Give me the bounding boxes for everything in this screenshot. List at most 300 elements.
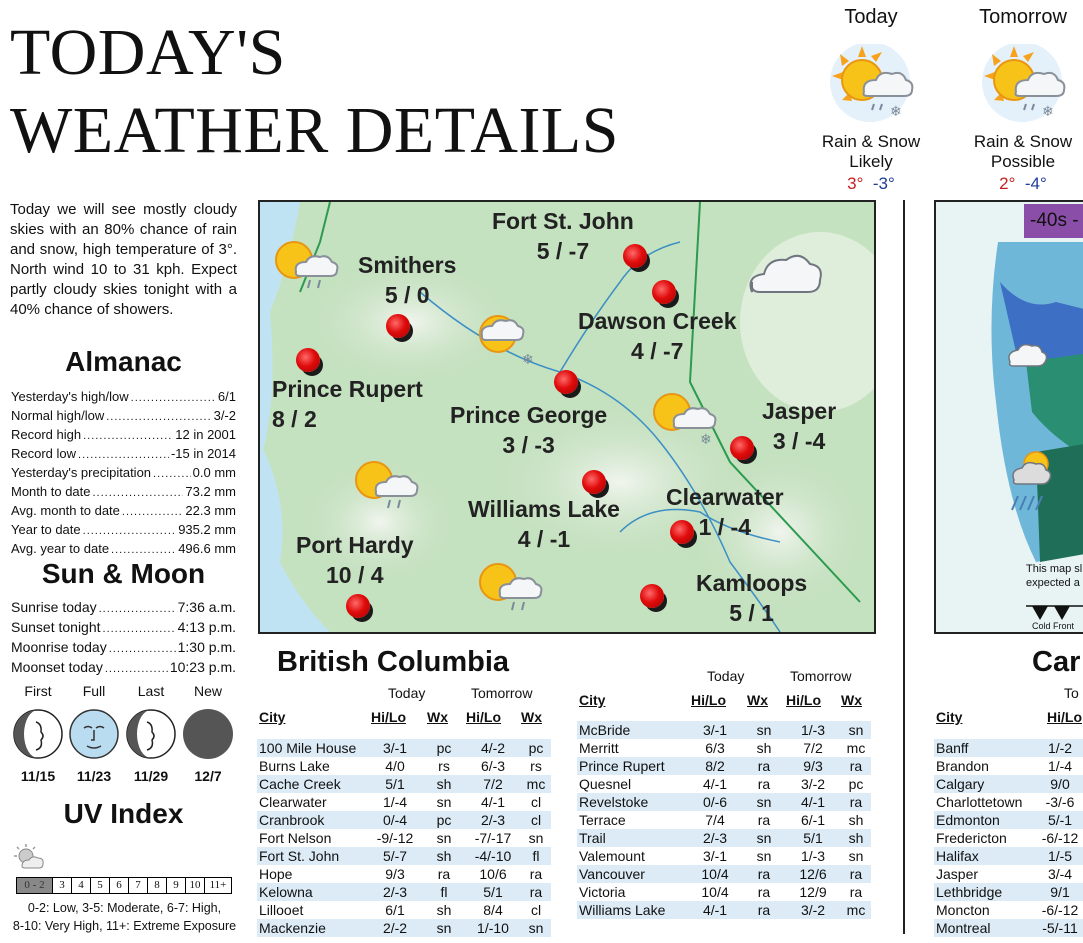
table-row bbox=[577, 847, 871, 865]
table-cell: ra bbox=[849, 758, 863, 774]
map-city-name: Kamloops bbox=[696, 570, 808, 596]
table-cell: mc bbox=[526, 776, 546, 792]
almanac-row bbox=[11, 464, 236, 483]
almanac-list bbox=[11, 388, 236, 559]
table-cell: 1/-2 bbox=[1047, 740, 1073, 756]
map-city-fort-st-john bbox=[492, 206, 634, 266]
table-cell: 5/-1 bbox=[1047, 812, 1073, 828]
table-row bbox=[577, 829, 871, 847]
table-row bbox=[934, 793, 1083, 811]
sun-moon-heading: Sun & Moon bbox=[41, 558, 206, 589]
table-cell: 4/-1 bbox=[800, 794, 826, 810]
sun-moon-row bbox=[11, 658, 236, 678]
almanac-label: Yesterday's precipitation bbox=[11, 465, 152, 480]
table-cell: 9/3 bbox=[385, 866, 405, 882]
sun-moon-value: 1:30 p.m. bbox=[177, 639, 236, 655]
bc-table-right bbox=[577, 721, 871, 919]
almanac-row bbox=[11, 540, 236, 559]
uv-legend bbox=[2, 899, 247, 935]
table-row bbox=[257, 865, 551, 883]
table-cell: sh bbox=[436, 776, 452, 792]
cold-front-legend: Cold Front bbox=[1032, 621, 1075, 631]
moon-phase-date: 12/7 bbox=[194, 768, 222, 784]
sun-moon-label: Sunset tonight bbox=[11, 619, 101, 635]
table-row bbox=[257, 793, 551, 811]
almanac-label: Year to date bbox=[11, 522, 81, 537]
table-cell-city: Brandon bbox=[936, 758, 989, 774]
table-cell: sn bbox=[528, 830, 544, 846]
table-cell: ra bbox=[529, 866, 543, 882]
table-row bbox=[577, 793, 871, 811]
canada-table bbox=[934, 739, 1083, 937]
almanac-value: 12 in 2001 bbox=[175, 427, 236, 442]
col-city: City bbox=[259, 709, 286, 725]
forecast-desc bbox=[806, 132, 936, 172]
table-cell-city: Mackenzie bbox=[259, 920, 326, 936]
moon-phase-label: Full bbox=[82, 683, 106, 699]
uv-scale-step: 10 bbox=[186, 878, 205, 893]
table-cell-city: Lillooet bbox=[259, 902, 304, 918]
canada-map-note-line1: This map sl bbox=[1026, 563, 1083, 575]
uv-legend-line1: 0-2: Low, 3-5: Moderate, 6-7: High, bbox=[27, 901, 222, 915]
map-city-dawson-creek bbox=[578, 306, 737, 366]
sun-moon-value: 10:23 p.m. bbox=[169, 659, 236, 675]
almanac-value: 6/1 bbox=[217, 389, 236, 404]
table-cell: 3/-1 bbox=[702, 848, 728, 864]
almanac-label: Record high bbox=[11, 427, 82, 442]
map-city-name: Fort St. John bbox=[492, 208, 634, 234]
cloud-icon bbox=[744, 248, 824, 304]
bc-table-heading: British Columbia bbox=[277, 646, 510, 678]
table-cell: ra bbox=[757, 758, 771, 774]
table-cell: sn bbox=[756, 794, 772, 810]
table-cell: cl bbox=[530, 812, 542, 828]
table-cell: ra bbox=[757, 884, 771, 900]
sun-moon-row bbox=[11, 638, 236, 658]
page-title-line1: TODAY'S bbox=[10, 16, 286, 89]
full-moon-icon bbox=[68, 708, 120, 760]
col-today: Today bbox=[707, 668, 745, 684]
col-tomorrow-hilo: Hi/Lo bbox=[466, 709, 501, 725]
almanac-row bbox=[11, 502, 236, 521]
table-cell-city: Revelstoke bbox=[579, 794, 649, 810]
table-row bbox=[257, 901, 551, 919]
sun-cloud-rain-icon bbox=[266, 232, 346, 292]
city-marker bbox=[652, 280, 676, 304]
table-cell: 6/-3 bbox=[480, 758, 506, 774]
table-cell: 10/4 bbox=[701, 866, 729, 882]
table-cell: 3/-1 bbox=[382, 740, 408, 756]
map-city-temps: 10 / 4 bbox=[326, 562, 384, 588]
city-marker bbox=[554, 370, 578, 394]
uv-scale-step: 7 bbox=[129, 878, 148, 893]
table-cell: mc bbox=[846, 740, 866, 756]
almanac-label: Avg. month to date bbox=[11, 503, 120, 518]
temperature-legend-chip: -40s - bbox=[1024, 204, 1083, 238]
city-marker bbox=[730, 436, 754, 460]
table-cell: 12/6 bbox=[799, 866, 827, 882]
map-city-prince-rupert bbox=[272, 374, 423, 434]
almanac-value: 73.2 mm bbox=[185, 484, 236, 499]
table-cell-city: Charlottetown bbox=[936, 794, 1023, 810]
almanac-value: 3/-2 bbox=[213, 408, 236, 423]
sun-moon-value: 4:13 p.m. bbox=[177, 619, 236, 635]
table-cell-city: Valemount bbox=[579, 848, 645, 864]
map-city-name: Jasper bbox=[762, 398, 837, 424]
table-cell: sn bbox=[848, 722, 864, 738]
table-cell: sh bbox=[848, 812, 864, 828]
sun-cloud-rain-snow-icon bbox=[820, 44, 920, 124]
col-today-hilo: Hi/Lo bbox=[371, 709, 406, 725]
table-row bbox=[934, 919, 1083, 937]
table-row bbox=[934, 883, 1083, 901]
map-city-name: Prince Rupert bbox=[272, 376, 423, 402]
table-cell: sh bbox=[436, 902, 452, 918]
forecast-day: Today bbox=[844, 6, 898, 28]
table-cell-city: Quesnel bbox=[579, 776, 632, 792]
table-row bbox=[934, 829, 1083, 847]
map-city-name: Smithers bbox=[358, 252, 457, 278]
table-cell: 7/2 bbox=[483, 776, 503, 792]
table-cell: 5/1 bbox=[483, 884, 503, 900]
table-cell: sh bbox=[436, 848, 452, 864]
table-cell: sn bbox=[848, 848, 864, 864]
table-cell-city: Vancouver bbox=[579, 866, 645, 882]
table-cell: pc bbox=[436, 812, 452, 828]
forecast-tomorrow bbox=[958, 6, 1083, 193]
table-cell: 3/-4 bbox=[1047, 866, 1073, 882]
page-title-line2: WEATHER DETAILS bbox=[10, 94, 619, 167]
table-cell: -6/-12 bbox=[1041, 830, 1079, 846]
table-cell: 6/1 bbox=[385, 902, 405, 918]
canada-map-note bbox=[1026, 562, 1082, 590]
forecast-temps bbox=[806, 174, 936, 194]
col-tomorrow-wx: Wx bbox=[521, 709, 542, 725]
map-city-smithers bbox=[358, 250, 456, 310]
sun-cloud-rain-icon bbox=[470, 554, 550, 614]
table-cell: fl bbox=[532, 848, 540, 864]
table-cell-city: Banff bbox=[936, 740, 969, 756]
col-tomorrow: Tomorrow bbox=[471, 685, 533, 701]
map-city-temps: 4 / -1 bbox=[517, 526, 571, 552]
table-cell: ra bbox=[757, 866, 771, 882]
canada-table-heading: Car bbox=[1032, 646, 1081, 678]
almanac-label: Record low bbox=[11, 446, 77, 461]
table-cell-city: Prince Rupert bbox=[579, 758, 665, 774]
table-cell: 5/1 bbox=[803, 830, 823, 846]
table-cell: 4/-1 bbox=[480, 794, 506, 810]
table-cell: -6/-12 bbox=[1041, 902, 1079, 918]
table-row bbox=[257, 775, 551, 793]
map-city-port-hardy bbox=[296, 530, 414, 590]
table-cell: sn bbox=[756, 830, 772, 846]
sun-cloud-snow-icon bbox=[644, 384, 724, 444]
city-marker bbox=[296, 348, 320, 372]
col-city: City bbox=[579, 692, 606, 708]
table-cell-city: Williams Lake bbox=[579, 902, 666, 918]
table-cell: 9/0 bbox=[1050, 776, 1070, 792]
table-cell: ra bbox=[529, 884, 543, 900]
col-today-hilo: Hi/Lo bbox=[1047, 709, 1082, 725]
table-cell-city: Fredericton bbox=[936, 830, 1007, 846]
table-cell-city: Fort St. John bbox=[259, 848, 340, 864]
table-cell: rs bbox=[438, 758, 450, 774]
almanac-value: 0.0 mm bbox=[192, 465, 236, 480]
table-cell: 3/-2 bbox=[800, 902, 826, 918]
table-cell: 4/-2 bbox=[480, 740, 506, 756]
table-row bbox=[577, 739, 871, 757]
uv-scale-step: 0 - 2 bbox=[17, 878, 53, 893]
sun-moon-label: Moonset today bbox=[11, 659, 103, 675]
column-divider bbox=[903, 200, 905, 934]
table-row bbox=[577, 757, 871, 775]
table-cell: ra bbox=[437, 866, 451, 882]
map-city-name: Port Hardy bbox=[296, 532, 414, 558]
almanac-row bbox=[11, 407, 236, 426]
forecast-desc-line2: Likely bbox=[849, 152, 893, 171]
map-city-name: Williams Lake bbox=[468, 496, 620, 522]
new-moon-icon bbox=[182, 708, 234, 760]
sun-moon-row bbox=[11, 618, 236, 638]
table-cell: -3/-6 bbox=[1045, 794, 1075, 810]
table-cell-city: Edmonton bbox=[936, 812, 1000, 828]
city-marker bbox=[640, 584, 664, 608]
almanac-value: 496.6 mm bbox=[178, 541, 236, 556]
table-cell: pc bbox=[528, 740, 544, 756]
table-cell: 1/-3 bbox=[800, 848, 826, 864]
moon-phase-date: 11/23 bbox=[76, 768, 112, 784]
table-cell-city: Calgary bbox=[936, 776, 985, 792]
table-cell: ra bbox=[849, 884, 863, 900]
almanac-heading: Almanac bbox=[65, 346, 182, 377]
table-cell-city: Trail bbox=[579, 830, 606, 846]
sun-moon-value: 7:36 a.m. bbox=[177, 599, 236, 615]
table-row bbox=[257, 757, 551, 775]
table-cell: 10/6 bbox=[479, 866, 507, 882]
table-cell: 2/-3 bbox=[480, 812, 506, 828]
table-row bbox=[257, 811, 551, 829]
table-cell-city: Clearwater bbox=[259, 794, 327, 810]
table-cell: pc bbox=[436, 740, 452, 756]
almanac-value: 22.3 mm bbox=[185, 503, 236, 518]
bc-table-left bbox=[257, 739, 551, 937]
table-cell: 2/-2 bbox=[382, 920, 408, 936]
table-cell: 12/9 bbox=[799, 884, 827, 900]
moon-phase-label: Last bbox=[137, 683, 165, 699]
table-row bbox=[257, 919, 551, 937]
forecast-low: -3° bbox=[872, 174, 895, 193]
table-cell: fl bbox=[440, 884, 448, 900]
table-cell-city: McBride bbox=[579, 722, 631, 738]
forecast-desc-line1: Rain & Snow bbox=[821, 132, 921, 151]
table-cell: ra bbox=[757, 812, 771, 828]
svg-text:❄: ❄ bbox=[700, 432, 712, 444]
sun-moon-label: Sunrise today bbox=[11, 599, 97, 615]
sun-moon-row bbox=[11, 598, 236, 618]
table-cell: cl bbox=[530, 902, 542, 918]
map-city-temps: 5 / 1 bbox=[729, 600, 774, 626]
map-city-temps: 8 / 2 bbox=[272, 406, 317, 432]
table-cell: 9/3 bbox=[803, 758, 823, 774]
map-city-kamloops bbox=[696, 568, 807, 628]
table-cell: -7/-17 bbox=[474, 830, 512, 846]
table-row bbox=[934, 811, 1083, 829]
table-cell: mc bbox=[846, 902, 866, 918]
table-cell: ra bbox=[849, 794, 863, 810]
table-cell: sn bbox=[528, 920, 544, 936]
sun-cloud-snow-icon bbox=[470, 306, 550, 366]
table-row bbox=[934, 901, 1083, 919]
table-cell: sh bbox=[756, 740, 772, 756]
almanac-label: Normal high/low bbox=[11, 408, 105, 423]
table-cell-city: Fort Nelson bbox=[259, 830, 332, 846]
moon-phase-label: First bbox=[24, 683, 52, 699]
table-cell: 0/-4 bbox=[382, 812, 408, 828]
almanac-value: -15 in 2014 bbox=[170, 446, 236, 461]
moon-phase-date: 11/29 bbox=[133, 768, 169, 784]
forecast-high: 3° bbox=[847, 174, 864, 193]
table-cell: 2/-3 bbox=[382, 884, 408, 900]
table-row bbox=[257, 739, 551, 757]
col-today-hilo: Hi/Lo bbox=[691, 692, 726, 708]
city-marker bbox=[386, 314, 410, 338]
uv-scale-step: 11+ bbox=[209, 879, 227, 891]
uv-scale-step: 4 bbox=[72, 878, 91, 893]
first-quarter-moon-icon bbox=[12, 708, 64, 760]
almanac-row bbox=[11, 388, 236, 407]
table-cell: 1/-10 bbox=[477, 920, 509, 936]
svg-text:❄: ❄ bbox=[890, 104, 902, 120]
table-cell: 3/-1 bbox=[702, 722, 728, 738]
table-cell: cl bbox=[530, 794, 542, 810]
col-city: City bbox=[936, 709, 963, 725]
table-cell-city: Montreal bbox=[936, 920, 991, 936]
uv-scale bbox=[16, 877, 232, 894]
table-row bbox=[934, 775, 1083, 793]
map-city-temps: 5 / 0 bbox=[384, 282, 430, 308]
table-row bbox=[577, 883, 871, 901]
canada-weather-map bbox=[934, 200, 1083, 634]
moon-phase-label: New bbox=[193, 683, 222, 699]
table-cell-city: Kelowna bbox=[259, 884, 313, 900]
table-cell: sn bbox=[756, 722, 772, 738]
forecast-today bbox=[806, 6, 936, 193]
forecast-summary: Today we will see mostly cloudy skies with an 80% chance of rain and snow, high temperature of 3°. North wind 10 to 31 kph. Expect partly cloudy skies tonight with a 40% chance of showers. bbox=[10, 201, 237, 318]
map-city-temps: 3 / -4 bbox=[772, 428, 826, 454]
table-cell: pc bbox=[848, 776, 864, 792]
table-row bbox=[257, 847, 551, 865]
table-cell-city: Terrace bbox=[579, 812, 626, 828]
col-tomorrow-wx: Wx bbox=[841, 692, 862, 708]
almanac-value: 935.2 mm bbox=[178, 522, 236, 537]
table-cell: ra bbox=[757, 776, 771, 792]
almanac-row bbox=[11, 426, 236, 445]
last-quarter-moon-icon bbox=[125, 708, 177, 760]
uv-scale-step: 6 bbox=[110, 878, 129, 893]
svg-text:❄: ❄ bbox=[522, 352, 534, 366]
table-cell: 0/-6 bbox=[702, 794, 728, 810]
sun-cloud-rain-icon bbox=[346, 452, 426, 512]
forecast-desc-line1: Rain & Snow bbox=[973, 132, 1073, 151]
table-row bbox=[257, 883, 551, 901]
forecast-low: -4° bbox=[1024, 174, 1047, 193]
table-cell: 6/3 bbox=[705, 740, 725, 756]
forecast-desc-line2: Possible bbox=[990, 152, 1056, 171]
col-today: To bbox=[1064, 685, 1079, 701]
table-row bbox=[934, 865, 1083, 883]
table-cell: 2/-3 bbox=[702, 830, 728, 846]
bc-weather-map bbox=[258, 200, 876, 634]
table-cell-city: Burns Lake bbox=[259, 758, 330, 774]
table-cell: 7/2 bbox=[803, 740, 823, 756]
table-cell: 7/4 bbox=[705, 812, 725, 828]
map-city-name: Clearwater bbox=[666, 484, 784, 510]
map-city-temps: 3 / -3 bbox=[502, 432, 555, 458]
table-cell-city: Victoria bbox=[579, 884, 626, 900]
map-city-name: Dawson Creek bbox=[578, 308, 737, 334]
table-cell: 4/-1 bbox=[702, 902, 728, 918]
table-row bbox=[934, 847, 1083, 865]
table-cell: -5/-11 bbox=[1042, 920, 1078, 936]
table-cell: 8/2 bbox=[705, 758, 725, 774]
svg-text:❄: ❄ bbox=[1042, 104, 1054, 120]
uv-scale-step: 3 bbox=[53, 878, 72, 893]
table-cell: ra bbox=[757, 902, 771, 918]
city-marker bbox=[346, 594, 370, 618]
table-cell: 1/-4 bbox=[382, 794, 408, 810]
table-row bbox=[577, 721, 871, 739]
table-row bbox=[577, 811, 871, 829]
almanac-label: Avg. year to date bbox=[11, 541, 110, 556]
table-cell: -4/-10 bbox=[474, 848, 512, 864]
map-city-temps: 4 / -7 bbox=[631, 338, 684, 364]
col-tomorrow: Tomorrow bbox=[790, 668, 852, 684]
table-cell: rs bbox=[530, 758, 542, 774]
table-row bbox=[577, 865, 871, 883]
table-cell-city: Halifax bbox=[936, 848, 979, 864]
uv-legend-line2: 8-10: Very High, 11+: Extreme Exposure bbox=[12, 919, 237, 933]
table-cell: sn bbox=[436, 920, 452, 936]
col-today: Today bbox=[388, 685, 426, 701]
table-cell: 3/-2 bbox=[800, 776, 826, 792]
map-city-jasper bbox=[762, 396, 836, 456]
uv-scale-step: 8 bbox=[148, 878, 167, 893]
col-tomorrow-hilo: Hi/Lo bbox=[786, 692, 821, 708]
table-cell: 6/-1 bbox=[800, 812, 826, 828]
table-cell: ra bbox=[849, 866, 863, 882]
table-cell: 1/-3 bbox=[800, 722, 826, 738]
table-cell: -9/-12 bbox=[376, 830, 414, 846]
table-cell-city: Hope bbox=[259, 866, 293, 882]
almanac-row bbox=[11, 521, 236, 540]
table-cell: sh bbox=[848, 830, 864, 846]
uv-scale-step: 9 bbox=[167, 878, 186, 893]
canada-map-note-line2: expected a bbox=[1026, 577, 1080, 589]
table-cell-city: 100 Mile House bbox=[259, 740, 357, 756]
almanac-label: Month to date bbox=[11, 484, 91, 499]
moon-phase-date: 11/15 bbox=[20, 768, 56, 784]
sun-moon-label: Moonrise today bbox=[11, 639, 107, 655]
col-today-wx: Wx bbox=[427, 709, 448, 725]
table-cell: sn bbox=[756, 848, 772, 864]
table-cell: 1/-4 bbox=[1047, 758, 1073, 774]
uv-index-heading: UV Index bbox=[63, 798, 184, 829]
table-cell: 8/4 bbox=[483, 902, 503, 918]
table-cell-city: Jasper bbox=[936, 866, 979, 882]
table-cell: 4/0 bbox=[385, 758, 405, 774]
table-cell-city: Moncton bbox=[936, 902, 990, 918]
table-cell: 10/4 bbox=[701, 884, 729, 900]
